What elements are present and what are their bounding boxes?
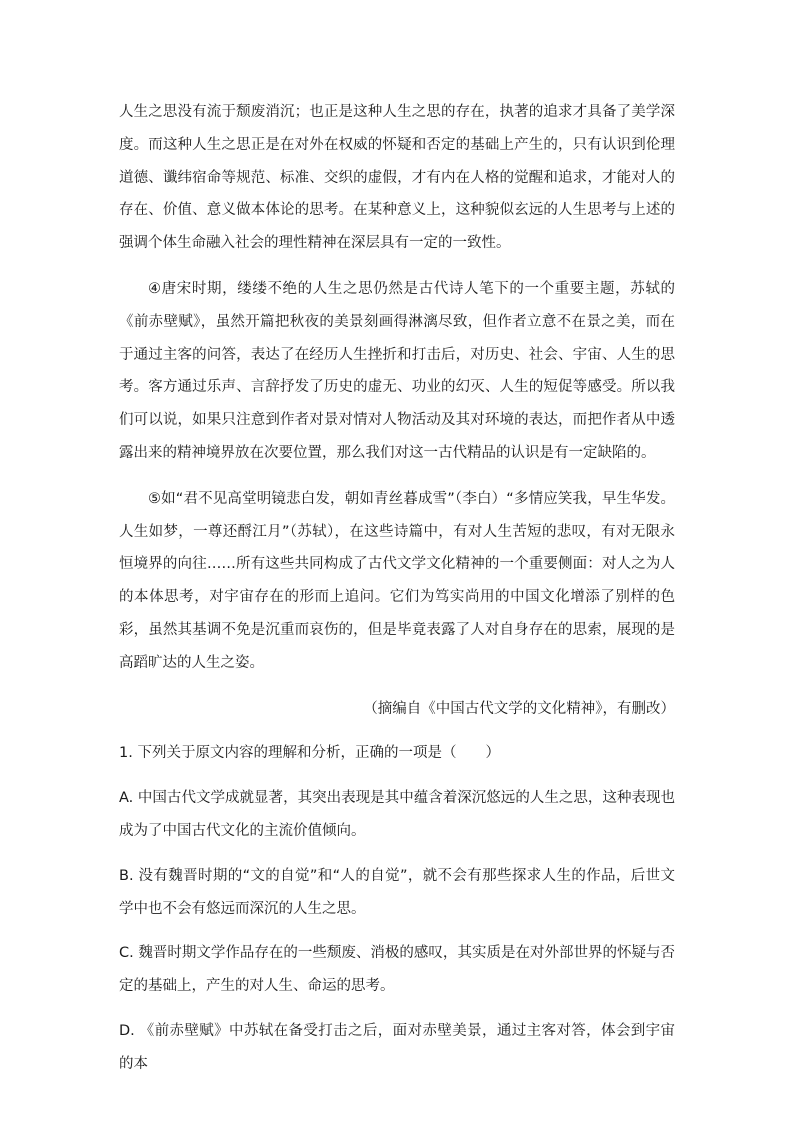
document-page — [119, 96, 675, 1093]
passage-paragraph-5: ⑤如“君不见高堂明镜悲白发，朝如青丝暮成雪”（李白）“多情应笑我，早生华发。人生如梦，一尊还酹江月”（苏轼），在这些诗篇中，有对人生苦短的悲叹，有对无限永恒境界的向往……所有这些共同构成了古代文学文化精神的一个重要侧面：对人之为人的本体思考，对宇宙存在的形而上追问。它们为笃实尚用的中国文化增添了别样的色彩，虽然其基调不免是沉重而哀伤的，但是毕竟表露了人对自身存在的思索，展现的是高蹈旷达的人生之姿。 — [119, 490, 675, 671]
option-d: D. 《前赤壁赋》中苏轼在备受打击之后，面对赤壁美景，通过主客对答，体会到宇宙的本 — [119, 1022, 675, 1072]
option-b: B. 没有魏晋时期的“文的自觉”和“人的自觉”，就不会有那些探求人生的作品，后世文学中也不会有悠远而深沉的人生之思。 — [119, 867, 675, 917]
question-stem: 1. 下列关于原文内容的理解和分析，正确的一项是（ ） — [119, 745, 500, 762]
passage-source: （摘编自《中国古代文学的文化精神》，有删改） — [363, 700, 675, 717]
option-c: C. 魏晋时期文学作品存在的一些颓废、消极的感叹，其实质是在对外部世界的怀疑与否定的基础上，产生的对人生、命运的思考。 — [119, 945, 675, 995]
passage-paragraph-3-continued: 人生之思没有流于颓废消沉；也正是这种人生之思的存在，执著的追求才具备了美学深度。而这种人生之思正是在对外在权威的怀疑和否定的基础上产生的，只有认识到伦理道德、谶纬宿命等规范、标准、交织的虚假，才有内在人格的觉醒和追求，才能对人的存在、价值、意义做本体论的思考。在某种意义上，这种貌似玄远的人生思考与上述的强调个体生命融入社会的理性精神在深层具有一定的一致性。 — [119, 104, 675, 252]
passage-paragraph-4: ④唐宋时期，缕缕不绝的人生之思仍然是古代诗人笔下的一个重要主题，苏轼的《前赤壁赋》，虽然开篇把秋夜的美景刻画得淋漓尽致，但作者立意不在景之美，而在于通过主客的问答，表达了在经历人生挫折和打击后，对历史、社会、宇宙、人生的思考。客方通过乐声、言辞抒发了历史的虚无、功业的幻灭、人生的短促等感受。所以我们可以说，如果只注意到作者对景对情对人物活动及其对环境的表达，而把作者从中透露出来的精神境界放在次要位置，那么我们对这一古代精品的认识是有一定缺陷的。 — [119, 280, 675, 461]
option-a: A. 中国古代文学成就显著，其突出表现是其中蕴含着深沉悠远的人生之思，这种表现也成为了中国古代文化的主流价值倾向。 — [119, 790, 675, 839]
